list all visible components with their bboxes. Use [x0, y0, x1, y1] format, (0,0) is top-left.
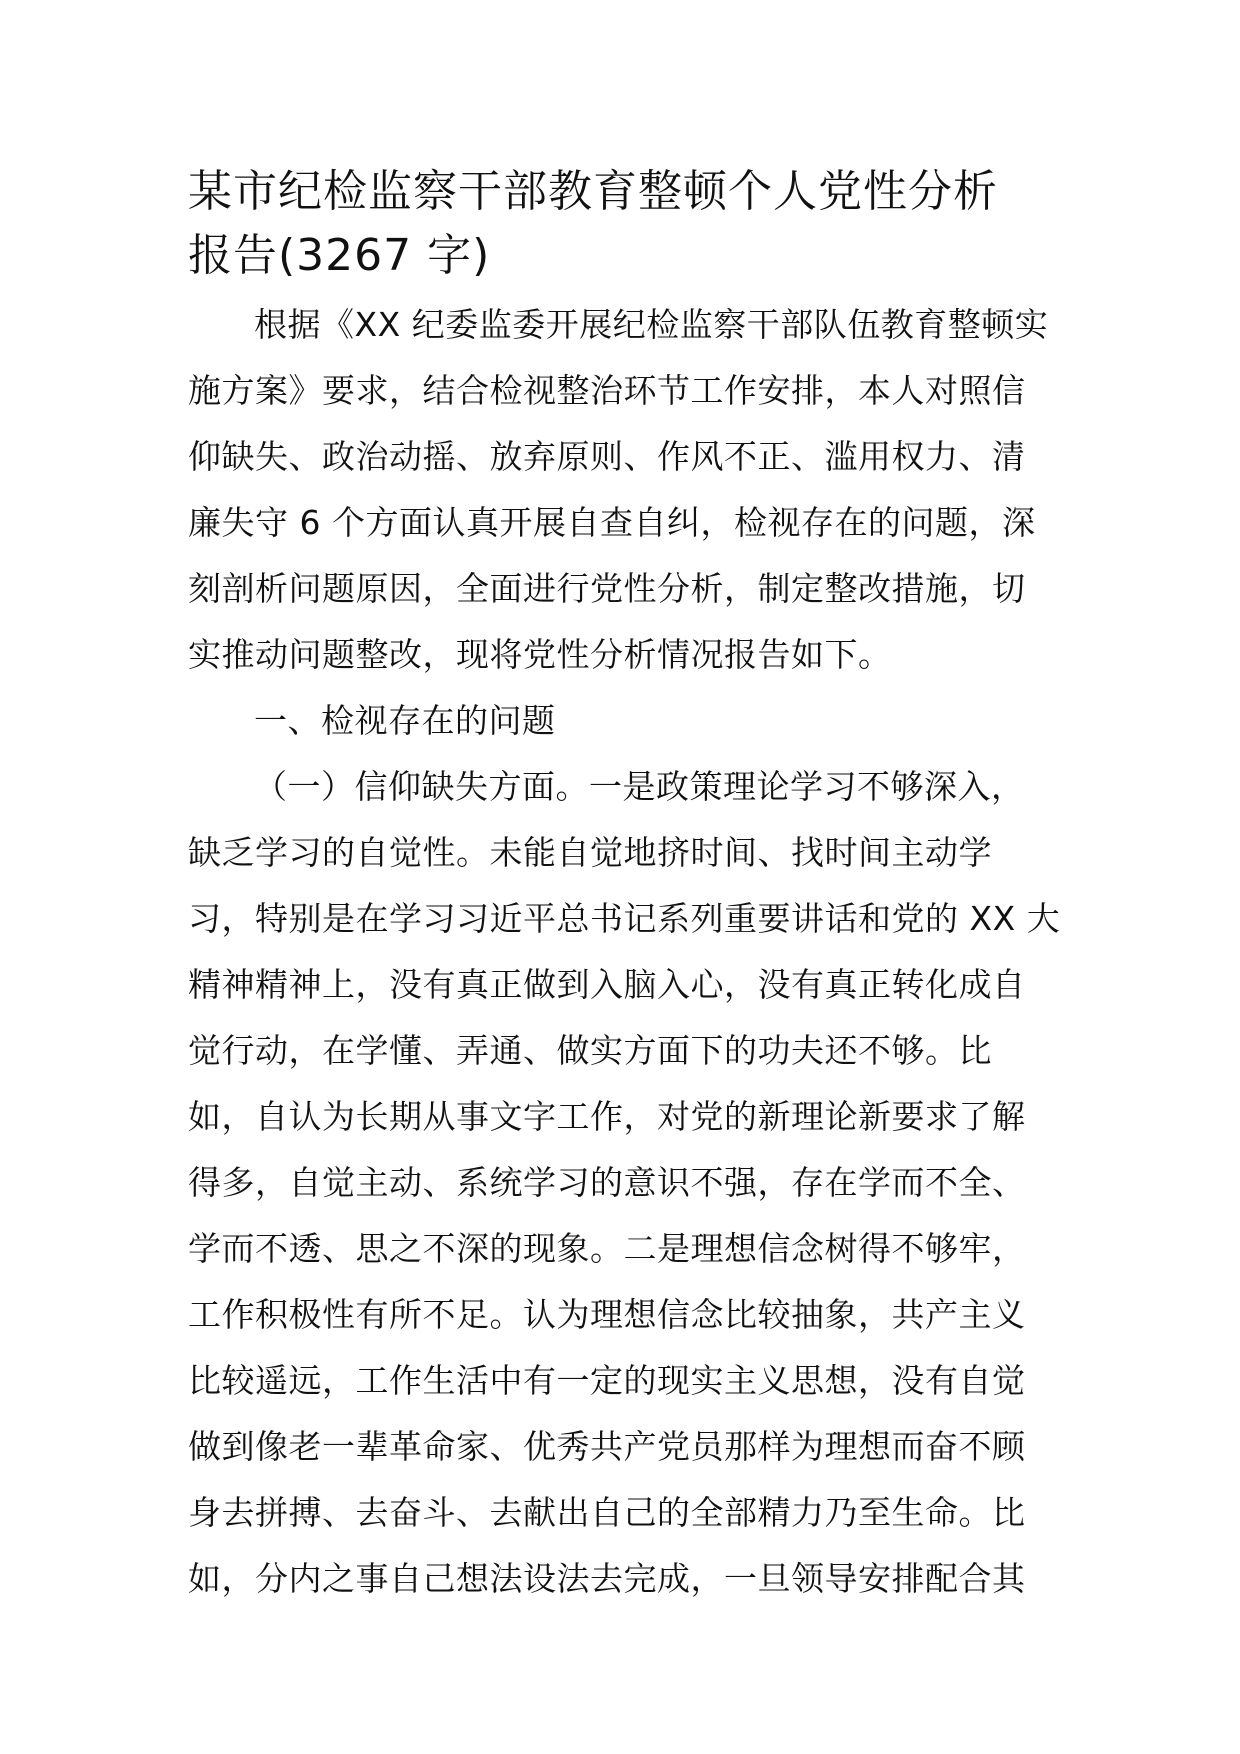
- document-page: [188, 160, 1061, 1612]
- body-line-10: 习，特别是在学习习近平总书记系列重要讲话和党的 XX 大: [188, 899, 1061, 938]
- body-line-19: 身去拼搏、去奋斗、去献出自己的全部精力乃至生命。比: [188, 1493, 1026, 1532]
- body-line-4: 廉失守 6 个方面认真开展自查自纠，检视存在的问题，深: [188, 503, 1036, 542]
- body-line-12: 觉行动，在学懂、弄通、做实方面下的功夫还不够。比: [188, 1031, 992, 1070]
- body-line-17: 比较遥远，工作生活中有一定的现实主义思想，没有自觉: [188, 1361, 1026, 1400]
- body-line-5: 刻剖析问题原因，全面进行党性分析，制定整改措施，切: [188, 569, 1026, 608]
- document-title: [188, 160, 1058, 288]
- body-line-11: 精神精神上，没有真正做到入脑入心，没有真正转化成自: [188, 965, 1026, 1004]
- body-line-20: 如，分内之事自己想法设法去完成，一旦领导安排配合其: [188, 1559, 1026, 1598]
- body-line-14: 得多，自觉主动、系统学习的意识不强，存在学而不全、: [188, 1163, 1026, 1202]
- section-heading: 一、检视存在的问题: [254, 701, 556, 740]
- body-line-18: 做到像老一辈革命家、优秀共产党员那样为理想而奋不顾: [188, 1427, 1026, 1466]
- document-body: [188, 292, 1061, 1612]
- body-line-8: （一）信仰缺失方面。一是政策理论学习不够深入，: [254, 767, 1025, 806]
- body-line-3: 仰缺失、政治动摇、放弃原则、作风不正、滥用权力、清: [188, 437, 1026, 476]
- body-line-15: 学而不透、思之不深的现象。二是理想信念树得不够牢，: [188, 1229, 1026, 1268]
- body-line-16: 工作积极性有所不足。认为理想信念比较抽象，共产主义: [188, 1295, 1026, 1334]
- title-line-2: 报告(3267 字): [188, 230, 491, 281]
- body-line-6: 实推动问题整改，现将党性分析情况报告如下。: [188, 635, 892, 674]
- body-line-2: 施方案》要求，结合检视整治环节工作安排，本人对照信: [188, 371, 1026, 410]
- title-line-1: 某市纪检监察干部教育整顿个人党性分析: [188, 166, 998, 217]
- body-line-13: 如，自认为长期从事文字工作，对党的新理论新要求了解: [188, 1097, 1026, 1136]
- body-line-1: 根据《XX 纪委监委开展纪检监察干部队伍教育整顿实: [254, 305, 1049, 344]
- body-line-9: 缺乏学习的自觉性。未能自觉地挤时间、找时间主动学: [188, 833, 992, 872]
